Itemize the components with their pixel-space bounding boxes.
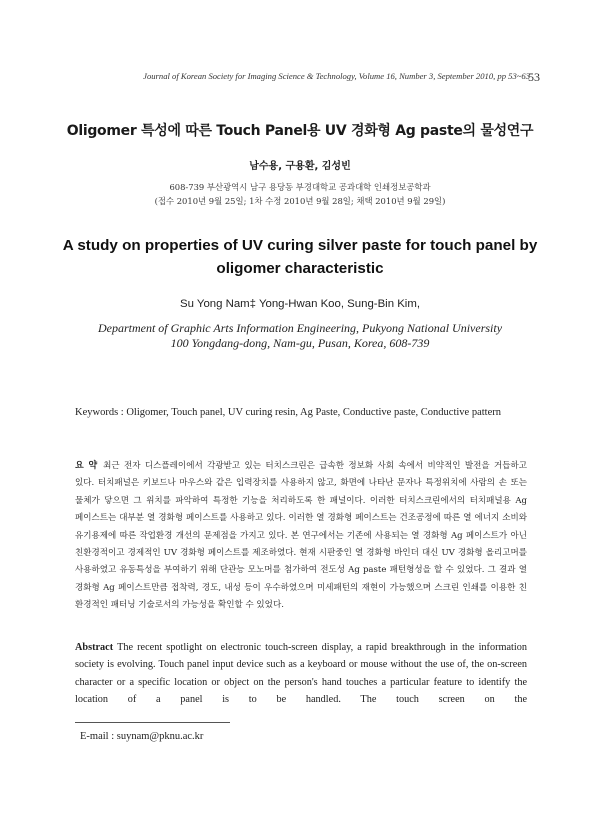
korean-received-dates: (접수 2010년 9월 25일; 1차 수정 2010년 9월 28일; 채택 2010년 9월 29일) (154, 196, 446, 206)
korean-abstract-label: 요 약 (75, 461, 98, 471)
korean-authors: 남수용, 구용환, 김성빈 (249, 161, 351, 172)
running-head: Journal of Korean Society for Imaging Science & Technology, Volume 16, Number 3, September 2010, pp 53~63 (143, 71, 530, 81)
korean-affiliation (0, 180, 600, 208)
korean-title: Oligomer 특성에 따른 Touch Panel용 UV 경화형 Ag paste의 물성연구 (66, 123, 534, 139)
english-affiliation (90, 321, 510, 350)
english-abstract-label: Abstract (75, 642, 114, 653)
english-authors: Su Yong Nam‡ Yong-Hwan Koo, Sung-Bin Kim, (180, 298, 420, 310)
english-abstract (75, 639, 527, 708)
english-title: A study on properties of UV curing silver paste for touch panel by oligomer characteristic (62, 237, 538, 277)
page-number: 53 (528, 70, 540, 84)
keywords-section (75, 404, 527, 422)
keywords-label: Keywords (75, 407, 119, 418)
footnote-email: E-mail : suynam@pknu.ac.kr (80, 731, 204, 742)
keywords-text: Oligomer, Touch panel, UV curing resin, Ag Paste, Conductive paste, Conductive pattern (126, 407, 501, 418)
korean-abstract-text: 최근 전자 디스플레이에서 각광받고 있는 터치스크린은 급속한 정보화 사회 속에서 비약적인 발전을 거듭하고 있다. 터치패널은 키보드나 마우스와 같은 입력장치를 사용하지 않고, 화면에 나타난 문자나 특정위치에 사람의 손 또는 물체가 닿으면 그 위치를 파악하여 특정한 기능을 처리하도록 한 패널이다. 이러한 터치스크린에서의 터치패널용 Ag 페이스트는 대부분 열 경화형 페이스트를 사용하고 있다. 이러한 열 경화형 페이스트는 건조공정에 따른 열 에너지 소비와 유기용제에 따른 작업환경 개선의 문제점을 가지고 있다. 본 연구에서는 기존에 사용되는 열 경화형 Ag 페이스트가 아닌 친환경적이고 경제적인 UV 경화형 페이스트를 제조하였다. 현재 시판중인 열 경화형 바인더 대신 UV 경화형 올리고머를 사용하였고 유동특성을 부여하기 위해 단관능 모노머를 첨가하여 전도성 Ag paste 패턴형성을 할 수 있었다. 그 결과 열 경화형 Ag 페이스트만큼 접착력, 경도, 내성 등이 우수하였으며 미세패턴의 재현이 가능했으며 스크린 인쇄를 이용한 친 환경적인 패터닝 기술로서의 가능성을 확인할 수 있었다. (75, 461, 527, 611)
footnote-divider (75, 722, 230, 723)
english-affiliation-department: Department of Graphic Arts Information Engineering, Pukyong National University (97, 321, 503, 335)
korean-abstract (75, 458, 527, 615)
english-abstract-text: The recent spotlight on electronic touch-screen display, a rapid breakthrough in the information society is evolving. Touch panel input device such as a keyboard or mouse without the use of, the on-screen character or a specific location or object on the person's hand touches a particular feature to identify the location of a panel is to be handled. The touch screen on the (75, 642, 527, 705)
korean-affiliation-address: 608-739 부산광역시 남구 용당동 부경대학교 공과대학 인쇄정보공학과 (169, 182, 431, 192)
keywords-separator: : (118, 407, 127, 418)
english-affiliation-address: 100 Yongdang-dong, Nam-gu, Pusan, Korea, 608-739 (170, 335, 430, 350)
